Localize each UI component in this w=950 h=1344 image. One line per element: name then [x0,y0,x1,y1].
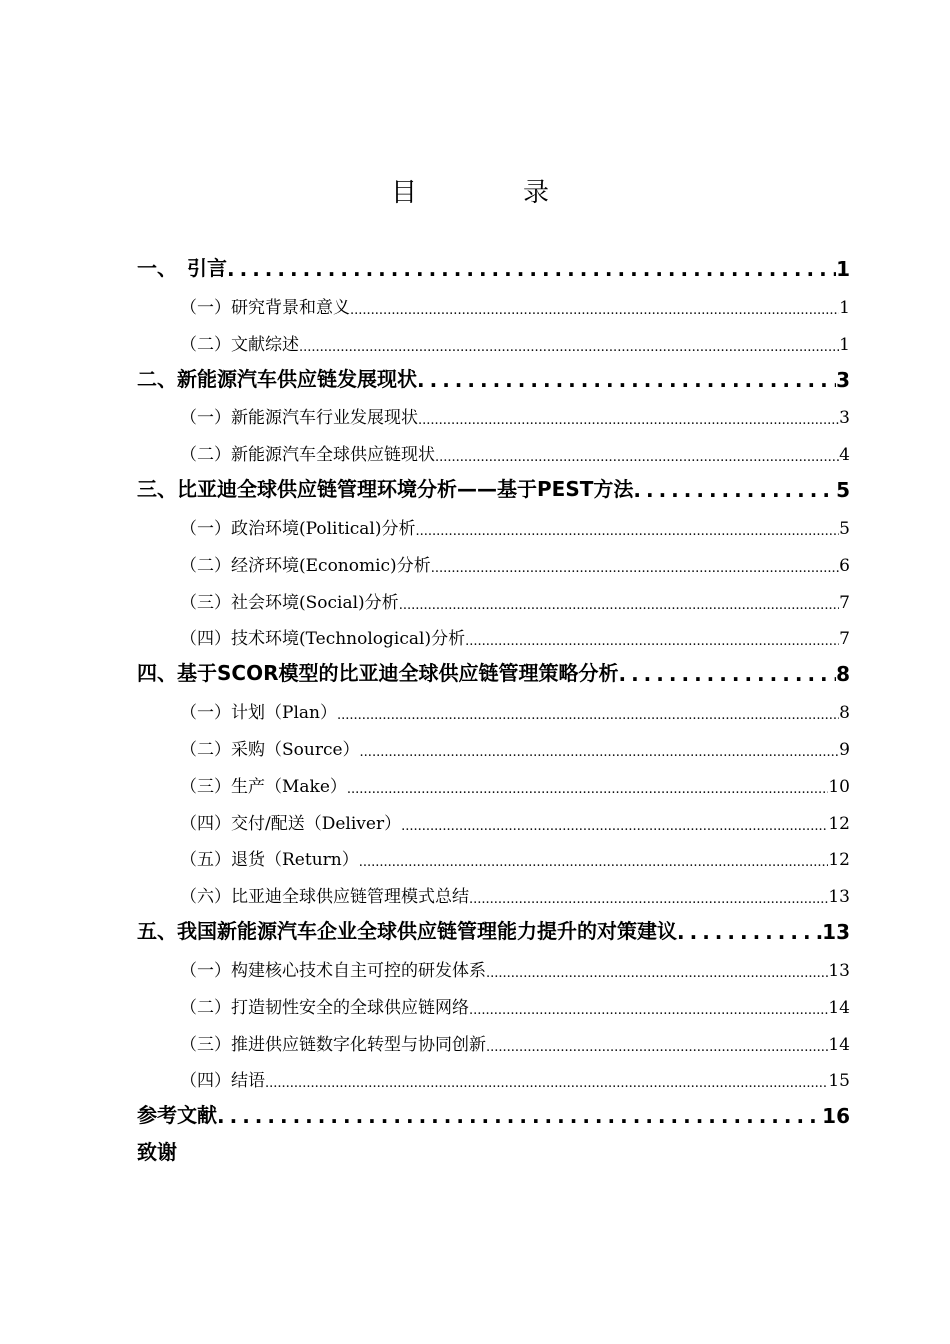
toc-section-entry[interactable] [137,1018,850,1055]
toc-entry-text: （一）新能源汽车行业发展现状 [180,408,418,429]
toc-section-entry[interactable] [137,318,850,355]
toc-entry-text: （六）比亚迪全球供应链管理模式总结 [180,887,469,908]
toc-page-number: 3 [836,367,850,392]
toc-section-entry[interactable] [137,870,850,907]
toc-page-number: 5 [836,478,850,503]
toc-leader-dots [347,782,828,797]
toc-page-number: 12 [828,850,850,871]
toc-section-entry[interactable] [137,686,850,723]
toc-leader-dots [465,634,839,649]
toc-leader-dots [359,855,829,870]
toc-section-entry[interactable] [137,723,850,760]
toc-entry-text: 五、我国新能源汽车企业全球供应链管理能力提升的对策建议 [137,919,677,944]
toc-page-number: 8 [836,662,850,687]
toc-page-number: 10 [828,776,850,797]
toc-entry-text: （一）研究背景和意义 [180,297,350,318]
toc-entry-text: 四、基于SCOR模型的比亚迪全球供应链管理策略分析 [137,661,619,686]
toc-entry-text: （四）交付/配送（Deliver） [180,813,402,834]
toc-chapter-entry[interactable] [137,649,850,686]
toc-chapter-entry[interactable] [137,244,850,281]
toc-section-entry[interactable] [137,576,850,613]
toc-page-number: 1 [839,334,850,355]
toc-leader-dots [416,524,840,539]
toc-leader-dots [431,561,839,576]
toc-entry-text: 一、 引言 [137,256,227,280]
toc-chapter-entry[interactable] [137,355,850,392]
toc-page-number: 14 [828,1034,850,1055]
toc-entry-text: （二）文献综述 [180,334,299,355]
table-of-contents [137,244,850,1165]
toc-leader-dots [399,598,839,613]
toc-entry-text: （五）退货（Return） [180,850,359,871]
toc-page-number: 5 [839,518,850,539]
toc-page-number: 13 [828,887,850,908]
toc-leader-dots [486,1040,828,1055]
toc-page-number: 4 [839,445,850,466]
toc-title: 目 录 [390,178,589,208]
toc-entry-text: （一）政治环境(Political)分析 [180,518,416,539]
toc-leader-dots [227,257,836,281]
toc-entry-text: 致谢 [137,1140,177,1165]
toc-section-entry[interactable] [137,1055,850,1092]
toc-entry-text: （二）经济环境(Economic)分析 [180,555,431,576]
toc-section-entry[interactable] [137,981,850,1018]
toc-leader-dots [417,368,836,392]
toc-section-entry[interactable] [137,539,850,576]
toc-leader-dots [469,892,828,907]
toc-leader-dots [401,819,828,834]
toc-section-entry[interactable] [137,834,850,871]
toc-chapter-entry[interactable] [137,1091,850,1128]
toc-entry-text: 二、新能源汽车供应链发展现状 [137,366,417,391]
toc-entry-text: （三）社会环境(Social)分析 [180,592,399,613]
toc-page-number: 15 [828,1071,850,1092]
toc-page-number: 1 [836,257,850,281]
toc-entry-text: （二）采购（Source） [180,739,360,760]
toc-leader-dots [469,1003,828,1018]
toc-page-number: 8 [839,703,850,724]
toc-leader-dots [360,745,840,760]
toc-page-number: 13 [828,960,850,981]
toc-leader-dots [350,303,839,318]
toc-section-entry[interactable] [137,944,850,981]
toc-entry-text: （三）推进供应链数字化转型与协同创新 [180,1034,486,1055]
toc-chapter-entry[interactable] [137,1128,850,1165]
toc-leader-dots [217,1104,822,1128]
toc-section-entry[interactable] [137,281,850,318]
toc-entry-text: （一）构建核心技术自主可控的研发体系 [180,960,486,981]
toc-page-number: 14 [828,997,850,1018]
toc-page-number: 13 [822,920,850,945]
toc-leader-dots [618,662,836,686]
toc-section-entry[interactable] [137,797,850,834]
toc-leader-dots [677,920,822,944]
toc-entry-text: （一）计划（Plan） [180,703,337,724]
toc-chapter-entry[interactable] [137,907,850,944]
toc-section-entry[interactable] [137,613,850,650]
toc-page-number: 16 [822,1104,850,1129]
toc-leader-dots [435,450,839,465]
toc-page-number: 9 [839,739,850,760]
toc-page-number: 6 [839,555,850,576]
toc-entry-text: 三、比亚迪全球供应链管理环境分析——基于PEST方法 [137,477,634,502]
toc-leader-dots [486,966,828,981]
toc-leader-dots [633,478,836,502]
toc-section-entry[interactable] [137,392,850,429]
toc-section-entry[interactable] [137,760,850,797]
toc-leader-dots [265,1076,828,1091]
toc-entry-text: （三）生产（Make） [180,776,347,797]
toc-page-number: 3 [839,408,850,429]
toc-leader-dots [299,340,839,355]
toc-entry-text: （二）打造韧性安全的全球供应链网络 [180,997,469,1018]
toc-page-number: 7 [839,592,850,613]
toc-entry-text: （四）结语 [180,1071,265,1092]
toc-section-entry[interactable] [137,502,850,539]
toc-page-number: 1 [839,297,850,318]
toc-entry-text: （四）技术环境(Technological)分析 [180,629,466,650]
toc-page-number: 12 [828,813,850,834]
toc-leader-dots [337,708,839,723]
toc-entry-text: （二）新能源汽车全球供应链现状 [180,445,435,466]
toc-section-entry[interactable] [137,428,850,465]
toc-entry-text: 参考文献 [137,1103,217,1128]
toc-page-number: 7 [839,629,850,650]
toc-chapter-entry[interactable] [137,465,850,502]
toc-leader-dots [418,413,839,428]
